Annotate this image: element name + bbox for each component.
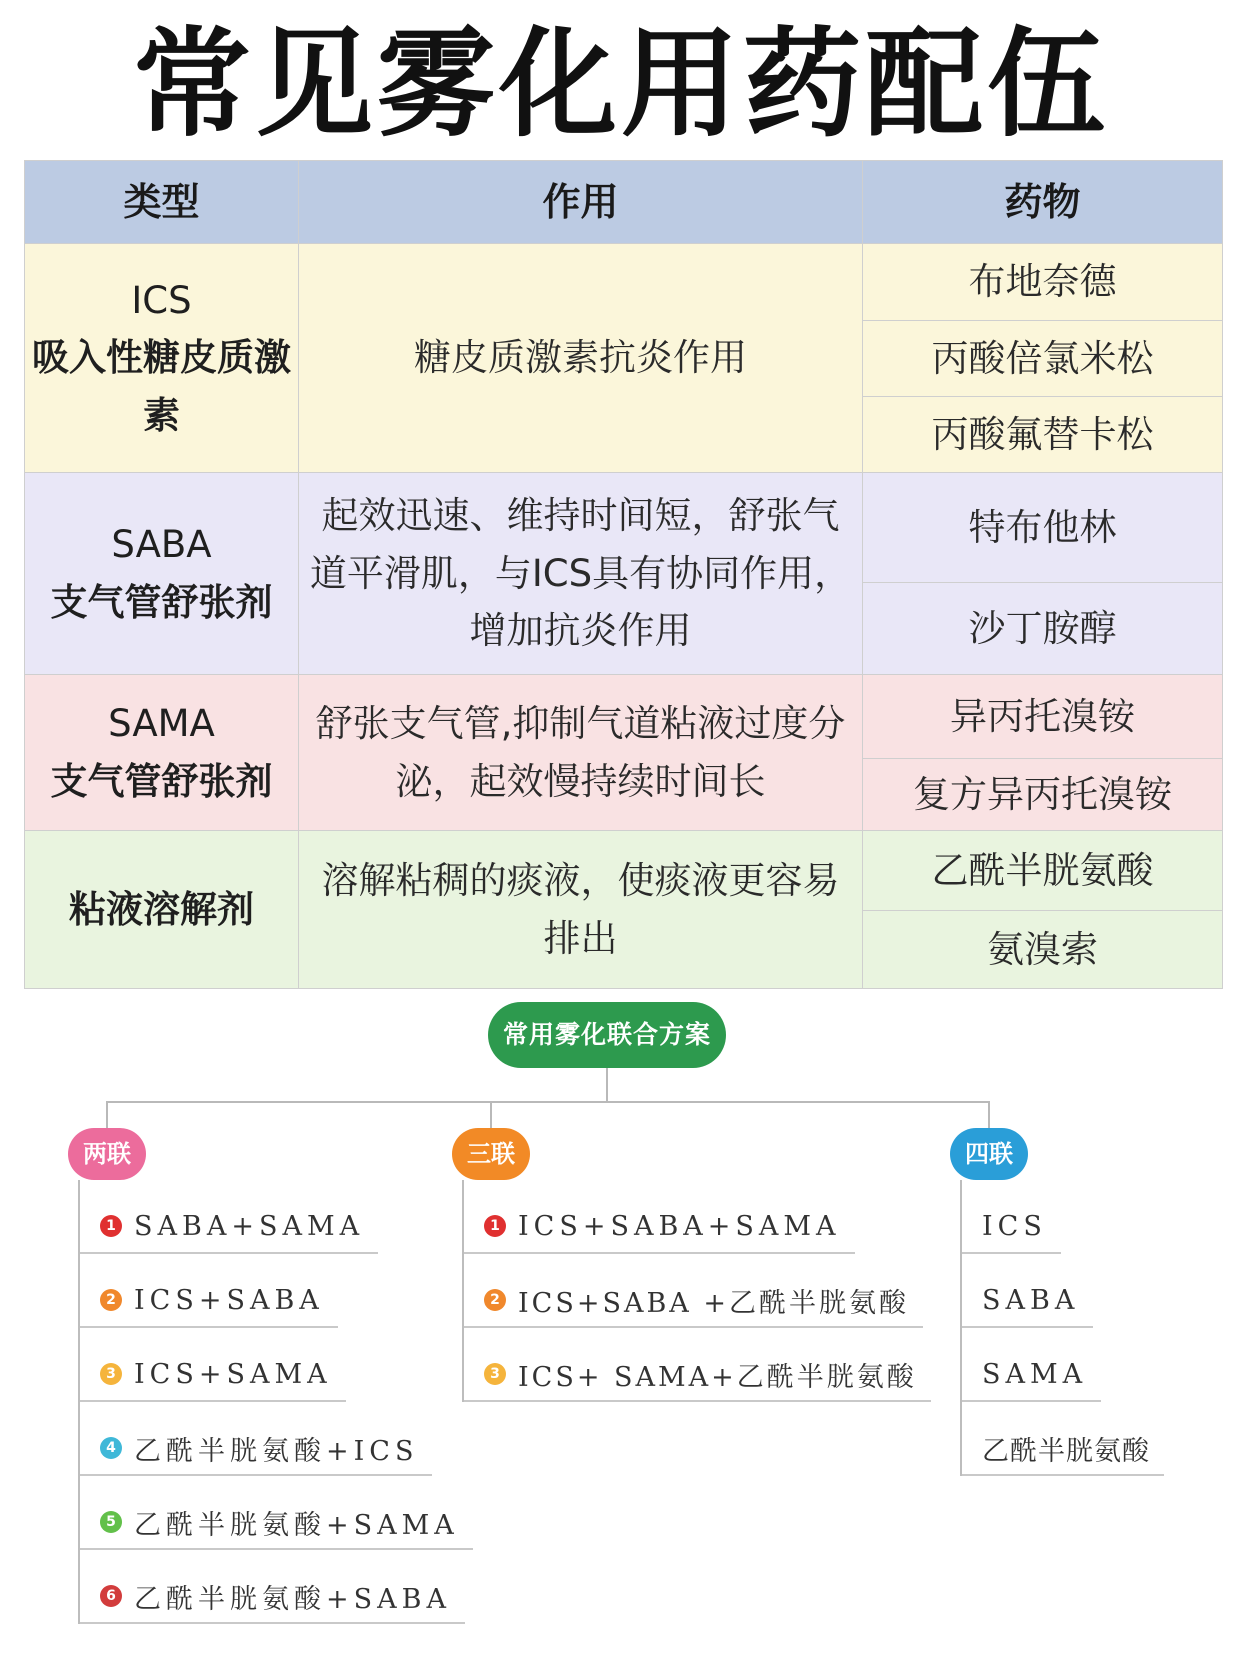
number-badge: 3 [484, 1363, 506, 1385]
combo-text: SABA+SAMA [134, 1210, 365, 1242]
number-badge: 1 [100, 1215, 122, 1237]
connector-line [106, 1101, 990, 1103]
combo-text: SAMA [982, 1358, 1088, 1390]
list-item [962, 1254, 1164, 1328]
list-item [962, 1328, 1164, 1402]
header-type: 类型 [25, 161, 299, 244]
drug-cell: 丙酸倍氯米松 [863, 321, 1223, 397]
type-cell-sama [25, 675, 299, 831]
header-drugs: 药物 [863, 161, 1223, 244]
number-badge: 4 [100, 1437, 122, 1459]
table-row [25, 831, 1223, 911]
type-name: 粘液溶解剂 [69, 887, 254, 931]
number-badge: 2 [484, 1289, 506, 1311]
effect-cell: 溶解粘稠的痰液，使痰液更容易排出 [299, 831, 863, 989]
drug-cell: 氨溴索 [863, 911, 1223, 989]
combo-text: 乙酰半胱氨酸+SABA [134, 1583, 451, 1615]
type-abbr: SABA [111, 523, 212, 567]
connector-line [490, 1101, 492, 1129]
medication-table [24, 160, 1223, 989]
combo-text: SABA [982, 1284, 1080, 1316]
list-item [80, 1550, 473, 1624]
drug-cell: 异丙托溴铵 [863, 675, 1223, 759]
effect-cell: 舒张支气管,抑制气道粘液过度分泌，起效慢持续时间长 [299, 675, 863, 831]
mindmap-root: 常用雾化联合方案 [488, 1002, 726, 1068]
effect-cell: 起效迅速、维持时间短，舒张气道平滑肌，与ICS具有协同作用，增加抗炎作用 [299, 473, 863, 675]
drug-cell: 沙丁胺醇 [863, 583, 1223, 675]
branch-list-two [78, 1180, 473, 1624]
drug-cell: 丙酸氟替卡松 [863, 397, 1223, 473]
branch-list-four [960, 1180, 1164, 1476]
list-item [464, 1328, 931, 1402]
type-cell-ics [25, 244, 299, 473]
number-badge: 3 [100, 1363, 122, 1385]
combo-text: 乙酰半胱氨酸 [982, 1435, 1150, 1467]
combo-text: ICS+ SAMA+乙酰半胱氨酸 [518, 1361, 917, 1393]
list-item [80, 1254, 473, 1328]
list-item [80, 1402, 473, 1476]
table-header-row [25, 161, 1223, 244]
list-item [80, 1180, 473, 1254]
combo-text: ICS [982, 1210, 1047, 1242]
header-effect: 作用 [299, 161, 863, 244]
branch-list-three [462, 1180, 931, 1402]
branch-pill-three: 三联 [452, 1128, 530, 1180]
number-badge: 6 [100, 1585, 122, 1607]
type-cell-mucolytic [25, 831, 299, 989]
drug-cell: 复方异丙托溴铵 [863, 759, 1223, 831]
drug-cell: 特布他林 [863, 473, 1223, 583]
type-name: 支气管舒张剂 [50, 759, 273, 803]
table-row [25, 473, 1223, 583]
connector-line [988, 1101, 990, 1129]
list-item [962, 1402, 1164, 1476]
number-badge: 2 [100, 1289, 122, 1311]
table-row [25, 675, 1223, 759]
list-item [80, 1476, 473, 1550]
combo-text: ICS+SABA [134, 1284, 324, 1316]
connector-line [606, 1068, 608, 1102]
table-row [25, 244, 1223, 321]
branch-pill-two: 两联 [68, 1128, 146, 1180]
combo-text: ICS+SABA +乙酰半胱氨酸 [518, 1287, 909, 1319]
type-abbr: SAMA [108, 702, 215, 746]
type-name: 支气管舒张剂 [50, 580, 273, 624]
drug-cell: 布地奈德 [863, 244, 1223, 321]
list-item [464, 1254, 931, 1328]
type-abbr: ICS [131, 278, 192, 322]
connector-line [106, 1101, 108, 1129]
number-badge: 5 [100, 1511, 122, 1533]
combo-text: ICS+SAMA [134, 1358, 332, 1390]
type-cell-saba [25, 473, 299, 675]
branch-pill-four: 四联 [950, 1128, 1028, 1180]
type-name: 吸入性糖皮质激素 [32, 336, 291, 437]
effect-cell: 糖皮质激素抗炎作用 [299, 244, 863, 473]
list-item [962, 1180, 1164, 1254]
page-title: 常见雾化用药配伍 [132, 15, 1109, 153]
combo-text: 乙酰半胱氨酸+ICS [134, 1435, 419, 1467]
list-item [464, 1180, 931, 1254]
drug-cell: 乙酰半胱氨酸 [863, 831, 1223, 911]
combo-text: 乙酰半胱氨酸+SAMA [134, 1509, 459, 1541]
combo-text: ICS+SABA+SAMA [518, 1210, 841, 1242]
number-badge: 1 [484, 1215, 506, 1237]
list-item [80, 1328, 473, 1402]
